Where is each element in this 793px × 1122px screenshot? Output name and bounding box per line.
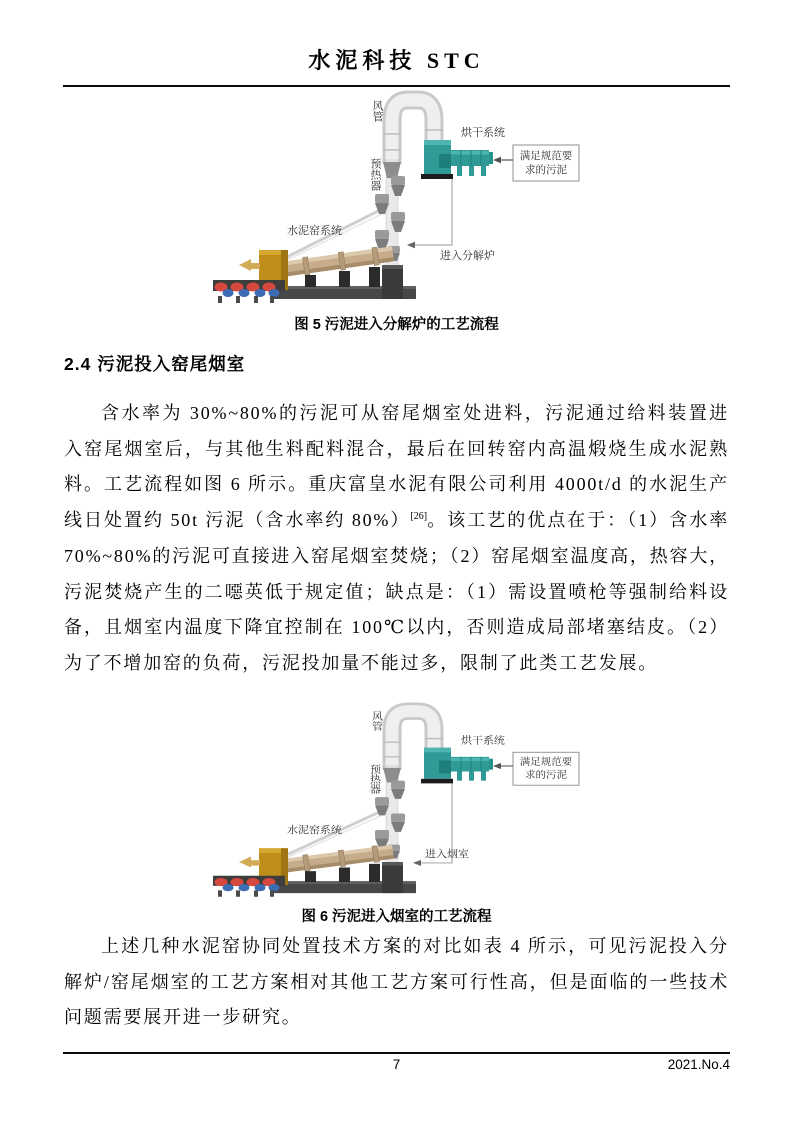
left-arrowhead-icon: [407, 242, 415, 249]
sludge-note-line1: 满足规范要: [519, 150, 573, 162]
left-arrowhead-icon: [493, 763, 501, 769]
clinker-cooler: [213, 876, 285, 897]
drying-system-label: 烘干系统: [461, 127, 505, 139]
journal-title: 水泥科技 STC: [308, 48, 485, 73]
sludge-note-line1: 满足规范要: [519, 757, 573, 768]
paragraph-text: 含水率为 30%~80%的污泥可从窑尾烟室处进料，污泥通过给料装置进入窑尾烟室后，与其他生料配料混合，最后在回转窑内高温煅烧生成水泥熟料。工艺流程如图 6 所示。重庆富皇水泥有限公司利用 4000t/d 的水泥生产线日处置约 50t 污泥（含水率约 80%）: [64, 403, 729, 531]
hood-arrow: [239, 857, 260, 868]
footer-divider: [63, 1052, 730, 1054]
left-arrowhead-icon: [493, 157, 501, 164]
entry-label: 进入分解炉: [440, 250, 495, 262]
preheater-label: 预热器: [369, 158, 381, 191]
body-paragraph-1: [64, 396, 729, 682]
drying-system-label: 烘干系统: [461, 735, 505, 747]
header-divider: [63, 85, 730, 87]
figure-5-diagram: [203, 90, 598, 312]
kiln-system-label: 水泥窑系统: [287, 225, 342, 237]
citation-ref-26: [26]: [410, 511, 428, 523]
entry-arrow-smoke-chamber: [413, 783, 469, 866]
fan-duct-label: 风管: [371, 100, 383, 122]
figure-6-diagram: [203, 702, 598, 905]
paragraph-text: 。该工艺的优点在于：（1）含水率 70%~80%的污泥可直接进入窑尾烟室焚烧；（2）窑尾烟室温度高，热容大，污泥焚烧产生的二噁英低于规定值；缺点是：（1）需设置喷枪等强制给料设备，且烟室内温度下降宜控制在 100℃以内，否则造成局部堵塞结皮。（2）为了不增加窑的负荷，污泥投加量不能过多，限制了此类工艺发展。: [64, 510, 729, 673]
kiln-process-diagram: [203, 90, 598, 312]
fan-duct-label: 风管: [370, 711, 384, 732]
kiln-process-diagram: [203, 702, 598, 905]
hood-arrow: [239, 259, 260, 271]
entry-label: 进入烟室: [425, 848, 469, 861]
figure-5-caption: 图 5 污泥进入分解炉的工艺流程: [294, 317, 499, 333]
page-number: 7: [392, 1057, 401, 1072]
clinker-cooler: [213, 280, 285, 303]
kiln-system-label: 水泥窑系统: [287, 825, 342, 837]
preheater-label: 预热器: [368, 764, 382, 795]
sludge-note-line2: 求的污泥: [525, 770, 567, 781]
entry-arrow-calciner: [407, 179, 495, 262]
figure-6-caption: 图 6 污泥进入烟室的工艺流程: [301, 909, 492, 925]
sludge-note-box: [493, 145, 579, 181]
body-paragraph-2: 上述几种水泥窑协同处置技术方案的对比如表 4 所示，可见污泥投入分解炉/窑尾烟室的工艺方案相对其他工艺方案可行性高，但是面临的一些技术问题需要展开进一步研究。: [64, 936, 729, 1028]
sludge-note-line2: 求的污泥: [525, 164, 567, 176]
sludge-dryer: [421, 748, 493, 784]
issue-number: 2021.No.4: [667, 1057, 730, 1072]
sludge-note-box: [493, 752, 579, 785]
section-heading-2-4: 2.4 污泥投入窑尾烟室: [64, 354, 246, 374]
left-arrowhead-icon: [413, 860, 421, 866]
sludge-dryer: [421, 140, 493, 179]
